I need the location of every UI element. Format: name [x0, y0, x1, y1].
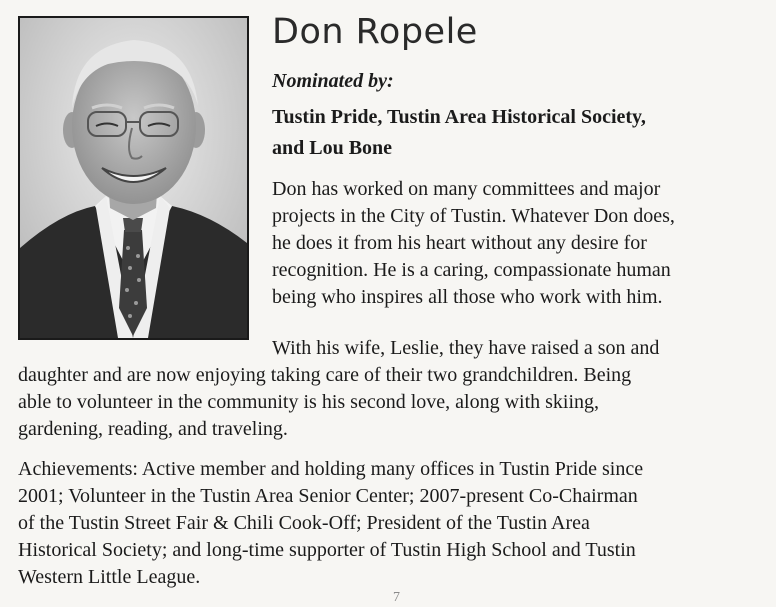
text-line: Achievements: Active member and holding many offices in Tustin Pride since — [18, 458, 644, 480]
text-line: of the Tustin Street Fair & Chili Cook-Off; President of the Tustin Area — [18, 512, 590, 534]
text-line: daughter and are now enjoying taking care of their two grandchildren. Being — [18, 364, 632, 386]
nominators-line: Tustin Pride, Tustin Area Historical Society, — [272, 106, 646, 128]
bio-paragraph-2-rest — [18, 362, 631, 443]
text-line: able to volunteer in the community is his second love, along with skiing, — [18, 391, 600, 413]
text-line: 2001; Volunteer in the Tustin Area Senior Center; 2007-present Co-Chairman — [18, 485, 638, 507]
nominated-by-label: Nominated by: — [272, 70, 394, 92]
text-line: Don has worked on many committees and major — [272, 178, 661, 200]
nominators-line: and Lou Bone — [272, 137, 393, 159]
text-line: Western Little League. — [18, 566, 201, 588]
achievements-paragraph — [18, 456, 643, 591]
text-line: gardening, reading, and traveling. — [18, 418, 288, 440]
text-line: recognition. He is a caring, compassionate human — [272, 259, 671, 281]
text-line: Historical Society; and long-time supporter of Tustin High School and Tustin — [18, 539, 636, 561]
portrait-illustration — [20, 18, 247, 338]
text-line: With his wife, Leslie, they have raised a son and — [272, 337, 660, 359]
nominee-name: Don Ropele — [272, 12, 478, 52]
nominators-list — [272, 102, 646, 164]
text-line: being who inspires all those who work with him. — [272, 286, 663, 308]
text-line: he does it from his heart without any desire for — [272, 232, 647, 254]
portrait-photo — [18, 16, 249, 340]
text-line: projects in the City of Tustin. Whatever Don does, — [272, 205, 675, 227]
bio-paragraph-2-first-line — [272, 335, 659, 362]
page-number: 7 — [393, 590, 400, 605]
bio-paragraph-1 — [272, 176, 675, 311]
